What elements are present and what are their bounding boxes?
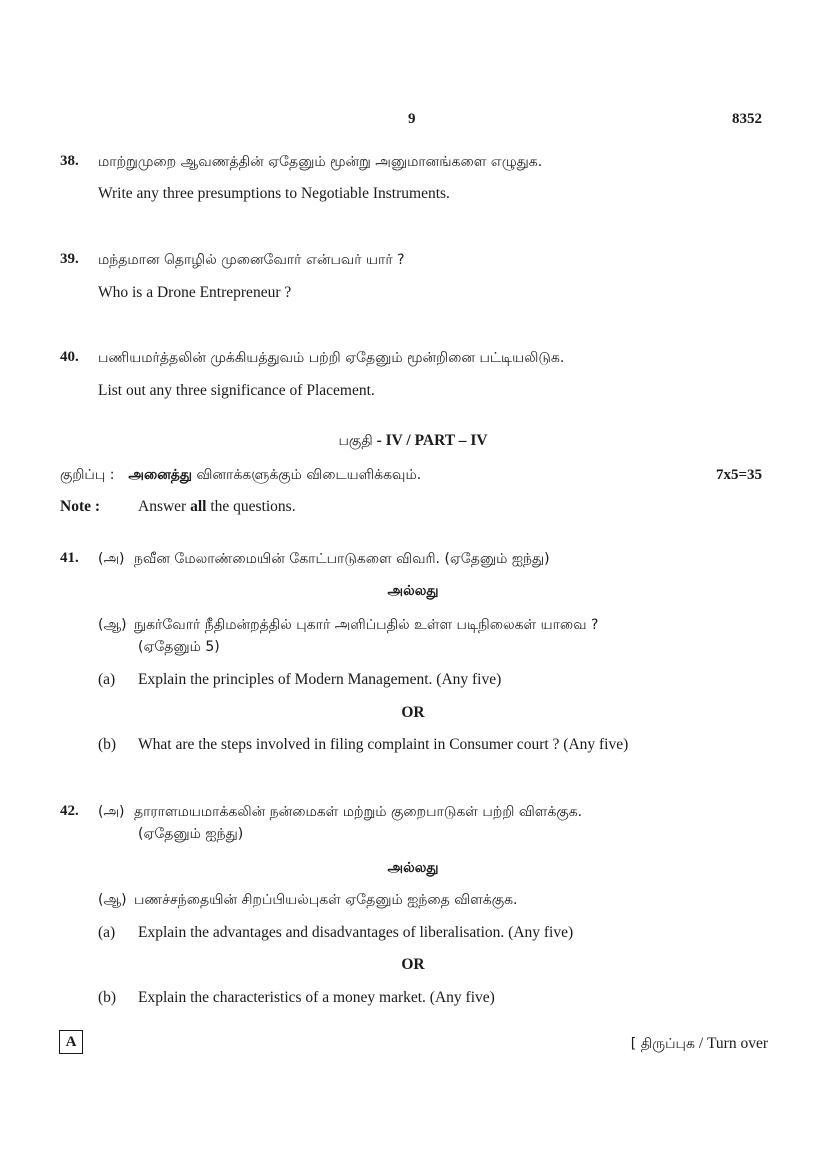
question-english: List out any three significance of Placement. — [98, 382, 375, 399]
question-number: 39. — [60, 251, 79, 267]
question-tamil: மாற்றுமுறை ஆவணத்தின் ஏதேனும் மூன்று அனுமானங்களை எழுதுக. — [98, 154, 543, 170]
option-marker: (b) — [98, 736, 117, 753]
or-tamil: அல்லது — [387, 583, 439, 599]
note-english-all: all — [190, 498, 207, 515]
or-english: OR — [401, 704, 425, 721]
paper-code: 8352 — [732, 111, 762, 127]
question-number: 41. — [60, 550, 79, 566]
option-b-english: Explain the characteristics of a money market. (Any five) — [138, 989, 495, 1006]
page-number: 9 — [408, 111, 416, 127]
question-number: 42. — [60, 803, 79, 819]
or-tamil: அல்லது — [387, 860, 439, 876]
option-a-english: Explain the advantages and disadvantages of liberalisation. (Any five) — [138, 924, 574, 941]
note-rest-tamil: வினாக்களுக்கும் விடையளிக்கவும். — [192, 467, 422, 483]
option-marker-tamil: (அ) — [98, 804, 125, 820]
option-a-tamil: நவீன மேலாண்மையின் கோட்பாடுகளை விவரி. (ஏதேனும் ஐந்து) — [134, 551, 550, 567]
note-english — [138, 498, 296, 516]
option-a-tamil: தாராளமயமாக்கலின் நன்மைகள் மற்றும் குறைபாடுகள் பற்றி விளக்குக. — [134, 804, 583, 820]
question-number: 40. — [60, 349, 79, 365]
turn-over — [631, 1035, 768, 1054]
option-marker-tamil: (ஆ) — [98, 892, 127, 908]
option-b-english: What are the steps involved in filing complaint in Consumer court ? (Any five) — [138, 736, 629, 753]
question-number: 38. — [60, 153, 79, 169]
option-marker: (b) — [98, 989, 117, 1006]
question-english: Who is a Drone Entrepreneur ? — [98, 284, 292, 301]
series-box: A — [59, 1030, 83, 1054]
marks-allocation: 7x5=35 — [716, 467, 763, 483]
option-marker-tamil: (அ) — [98, 551, 125, 567]
note-label-tamil: குறிப்பு : — [60, 467, 115, 483]
note-all-tamil: அனைத்து — [128, 467, 193, 483]
or-english: OR — [401, 956, 425, 973]
part-heading — [0, 432, 826, 451]
option-b-tamil: பணச்சந்தையின் சிறப்பியல்புகள் ஏதேனும் ஐந்தை விளக்குக. — [134, 892, 518, 908]
question-english: Write any three presumptions to Negotiable Instruments. — [98, 185, 450, 202]
option-a-english: Explain the principles of Modern Management. (Any five) — [138, 671, 502, 688]
note-english-part2: the questions. — [206, 498, 296, 515]
option-marker-tamil: (ஆ) — [98, 617, 127, 633]
part-title-tamil: பகுதி — [338, 433, 373, 449]
note-tamil — [60, 466, 421, 485]
question-tamil: மந்தமான தொழில் முனைவோர் என்பவர் யார் ? — [98, 252, 405, 268]
turn-over-tamil: [ திருப்புக — [630, 1036, 695, 1052]
turn-over-english: / Turn over — [694, 1035, 768, 1052]
option-a-tamil-cont: (ஏதேனும் ஐந்து) — [138, 826, 244, 842]
note-english-part1: Answer — [138, 498, 191, 515]
option-b-tamil-cont: (ஏதேனும் 5) — [138, 639, 220, 655]
question-tamil: பணியமர்த்தலின் முக்கியத்துவம் பற்றி ஏதேனும் மூன்றினை பட்டியலிடுக. — [98, 350, 565, 366]
option-marker: (a) — [98, 671, 116, 688]
option-b-tamil: நுகர்வோர் நீதிமன்றத்தில் புகார் அளிப்பதில் உள்ள படிநிலைகள் யாவை ? — [134, 617, 599, 633]
option-marker: (a) — [98, 924, 116, 941]
note-label-english: Note : — [60, 498, 101, 515]
part-title-english: - IV / PART – IV — [372, 432, 488, 449]
